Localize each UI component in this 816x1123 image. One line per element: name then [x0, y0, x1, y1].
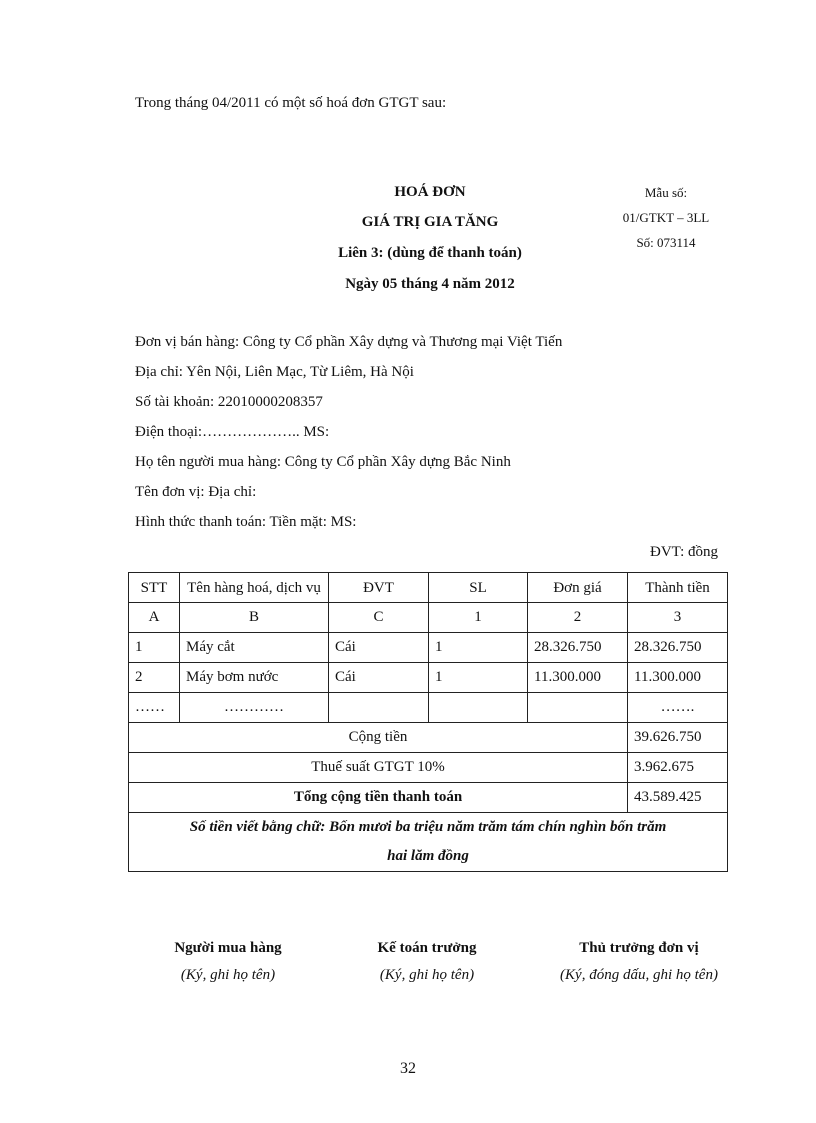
signature-role: Người mua hàng — [174, 940, 282, 956]
code-cell: 2 — [528, 603, 628, 633]
buyer-name: Họ tên người mua hàng: Công ty Cổ phần Xây dựng Bắc Ninh — [135, 454, 511, 470]
vat-value: 3.962.675 — [628, 753, 728, 783]
header-cell: Tên hàng hoá, dịch vụ — [180, 573, 329, 603]
cell-stt: …… — [129, 693, 180, 723]
subtotal-row — [129, 723, 728, 753]
cell-price — [528, 693, 628, 723]
cell-item: Máy bơm nước — [180, 663, 329, 693]
payment-method: Hình thức thanh toán: Tiền mặt: MS: — [135, 514, 357, 530]
code-cell: C — [329, 603, 429, 633]
signature-role: Kế toán trưởng — [377, 940, 477, 956]
cell-qty — [429, 693, 528, 723]
code-cell: A — [129, 603, 180, 633]
table-row — [129, 663, 728, 693]
subtotal-label: Cộng tiền — [129, 723, 628, 753]
cell-amount: ……. — [628, 693, 728, 723]
code-cell: 3 — [628, 603, 728, 633]
signature-director — [539, 940, 739, 984]
signature-role: Thủ trưởng đơn vị — [579, 940, 699, 956]
cell-price: 28.326.750 — [528, 633, 628, 663]
signature-hint: (Ký, ghi họ tên) — [379, 967, 475, 983]
code-cell: B — [180, 603, 329, 633]
form-number-label: Mẫu số: — [644, 185, 688, 200]
invoice-copy-note: Liên 3: (dùng để thanh toán) — [338, 245, 522, 261]
invoice-date: Ngày 05 tháng 4 năm 2012 — [345, 276, 515, 292]
subtotal-value: 39.626.750 — [628, 723, 728, 753]
vat-row — [129, 753, 728, 783]
header-cell: Thành tiền — [628, 573, 728, 603]
table-row — [129, 693, 728, 723]
invoice-serial: Số: 073114 — [636, 235, 696, 250]
seller-name: Đơn vị bán hàng: Công ty Cổ phần Xây dựng và Thương mại Việt Tiến — [135, 334, 563, 350]
total-label: Tổng cộng tiền thanh toán — [129, 783, 628, 813]
amount-in-words-row — [129, 813, 728, 872]
intro-text: Trong tháng 04/2011 có một số hoá đơn GTGT sau: — [135, 95, 447, 111]
invoice-title: HOÁ ĐƠN — [394, 184, 466, 200]
amount-in-words — [129, 813, 728, 872]
table-header-row — [129, 573, 728, 603]
cell-unit: Cái — [329, 663, 429, 693]
header-cell: SL — [429, 573, 528, 603]
cell-qty: 1 — [429, 633, 528, 663]
seller-address: Địa chỉ: Yên Nội, Liên Mạc, Từ Liêm, Hà Nội — [135, 364, 414, 380]
signature-chief-accountant — [327, 940, 527, 984]
signature-buyer — [128, 940, 328, 984]
cell-unit: Cái — [329, 633, 429, 663]
table-row — [129, 633, 728, 663]
cell-amount: 11.300.000 — [628, 663, 728, 693]
cell-amount: 28.326.750 — [628, 633, 728, 663]
header-cell: Đơn giá — [528, 573, 628, 603]
currency-unit: ĐVT: đồng — [650, 544, 718, 560]
cell-stt: 1 — [129, 633, 180, 663]
total-row — [129, 783, 728, 813]
cell-item: Máy cắt — [180, 633, 329, 663]
signature-hint: (Ký, đóng dấu, ghi họ tên) — [560, 967, 718, 983]
column-code-row — [129, 603, 728, 633]
header-cell: STT — [129, 573, 180, 603]
cell-qty: 1 — [429, 663, 528, 693]
seller-account: Số tài khoản: 22010000208357 — [135, 394, 323, 410]
amount-in-words-line1: Số tiền viết bằng chữ: Bốn mươi ba triệu năm trăm tám chín nghìn bốn trăm — [189, 819, 667, 835]
seller-phone: Điện thoại:……………….. MS: — [135, 424, 330, 440]
signature-hint: (Ký, ghi họ tên) — [180, 967, 276, 983]
total-value: 43.589.425 — [628, 783, 728, 813]
cell-item: ………… — [180, 693, 329, 723]
amount-in-words-line2: hai lăm đồng — [387, 848, 469, 864]
cell-stt: 2 — [129, 663, 180, 693]
form-code: 01/GTKT – 3LL — [622, 210, 710, 225]
vat-label: Thuế suất GTGT 10% — [129, 753, 628, 783]
cell-unit — [329, 693, 429, 723]
buyer-unit: Tên đơn vị: Địa chỉ: — [135, 484, 257, 500]
header-cell: ĐVT — [329, 573, 429, 603]
page-number: 32 — [400, 1060, 416, 1077]
invoice-table — [128, 572, 728, 872]
code-cell: 1 — [429, 603, 528, 633]
invoice-subtitle: GIÁ TRỊ GIA TĂNG — [361, 214, 499, 230]
cell-price: 11.300.000 — [528, 663, 628, 693]
